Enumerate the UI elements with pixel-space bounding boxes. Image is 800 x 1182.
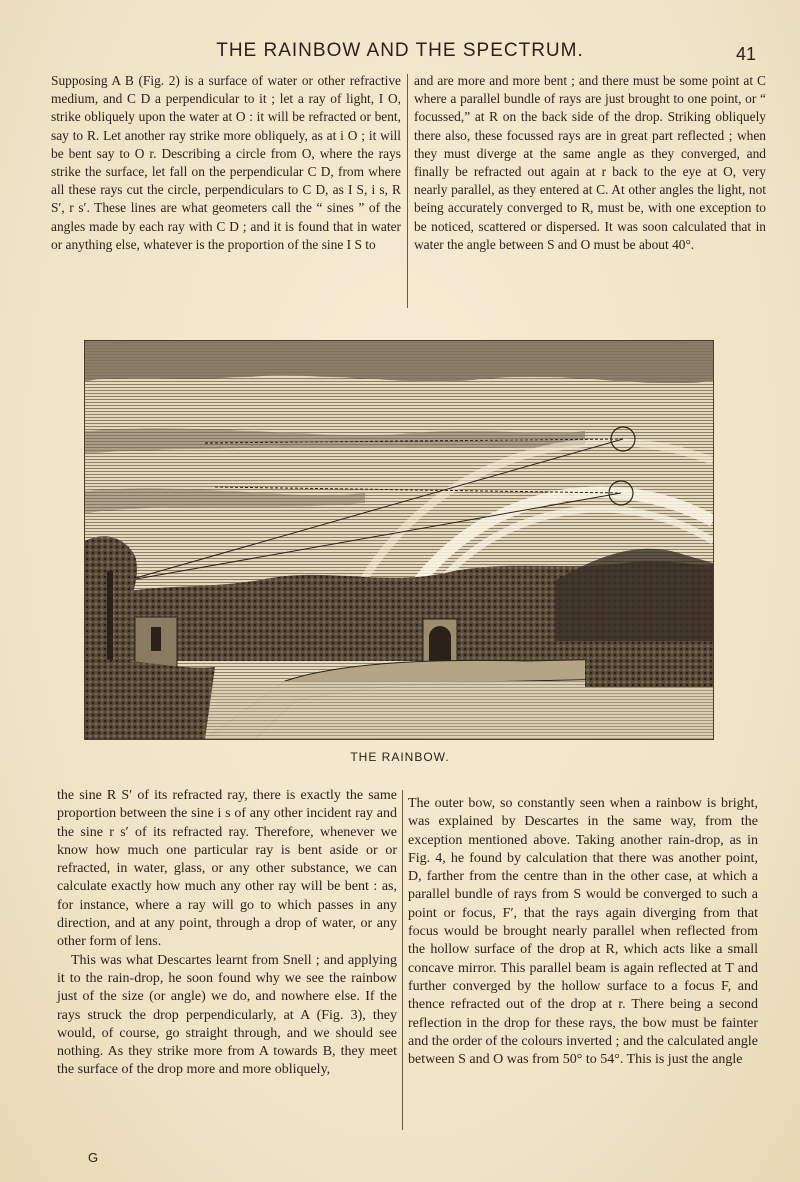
- column-rule: [402, 790, 403, 1130]
- foreground-bank: [85, 660, 215, 739]
- tree-trunk: [107, 571, 113, 661]
- running-title: THE RAINBOW AND THE SPECTRUM.: [216, 40, 584, 61]
- far-bank: [585, 653, 713, 687]
- figure-caption: THE RAINBOW.: [350, 750, 450, 764]
- bottom-right-column: [408, 795, 758, 1069]
- storm-cloud: [85, 341, 713, 383]
- top-right-column: [414, 72, 766, 254]
- paragraph: Supposing A B (Fig. 2) is a surface of water or other refractive medium, and C D a perpendicular to it ; let a ray of light, I O, strike obliquely upon the water at O : it will be refracted or bent, say to R. Let another ray strike more obliquely, as at i O ; it will be bent say to O r. Describing a circle from O, where the rays strike the surface, let fall on the perpendicular C D, from where all these rays cut the circle, perpendiculars to C D, as I S, i s, R S′, r s′. These lines are what geometers call the “ sines ” of the angles made by each ray with C D ; and it is found that in water or anything else, whatever is the proportion of the sine I S to: [51, 73, 401, 252]
- top-left-column: [51, 72, 401, 254]
- rainbow-engraving: [84, 340, 714, 740]
- paragraph: the sine R S′ of its refracted ray, there is exactly the same proportion between the sine i s of any other incident ray and the sine r s′ of its refracted ray. Therefore, whenever we know how much one particular ray is bent aside or or refracted, in water, glass, or any other substance, we can calculate exactly how much any other ray will be bent : as, for instance, where a ray will go to which passes in any direction, and at any point, through a drop of water, or any other form of lens.: [57, 788, 397, 950]
- column-rule: [407, 74, 408, 308]
- paragraph: and are more and more bent ; and there must be some point at C where a parallel bundle of rays are just brought to one point, or “ focussed,” at R on the back side of the drop. Striking obliquely there also, these focussed rays are in great part reflected ; when they must diverge at the same angle as they converged, and finally be refracted out again at r back to the eye at O, very nearly parallel, as they entered at C. At other angles the light, not being accurately converged to R, must be, with one exception to be noticed, scattered or dispersed. It was soon calculated that in water the angle between S and O must be about 40°.: [414, 73, 766, 252]
- paragraph: This was what Descartes learnt from Snell ; and applying it to the rain-drop, he soon found why we see the rainbow just of the size (or angle) we do, and nowhere else. If the rays struck the drop perpendicularly, at A (Fig. 3), they would, of course, go straight through, and we should see nothing. As they strike more from A towards B, they meet the surface of the drop more and more obliquely,: [57, 952, 397, 1078]
- paragraph: The outer bow, so constantly seen when a rainbow is bright, was explained by Descartes in the same way, from the exception mentioned above. Taking another rain-drop, as in Fig. 4, he found by calculation that there was another point, D, farther from the centre than in the other case, at which a parallel bundle of rays from S would be converged to such a point or focus, F′, that the rays again diverging from that focus would be brought nearly parallel when reflected from the hollow surface of the drop at R, which acts like a small concave mirror. This parallel beam is again reflected at T and further converged by the hollow surface to a focus F, and thence refracted out of the drop at r. There being a second reflection in the drop for these rays, the bow must be fainter and the order of the colours inverted ; and the calculated angle between S and O was from 50° to 54°. This is just the angle: [408, 796, 758, 1068]
- rainbow-illustration: [85, 341, 713, 739]
- bottom-left-column: [57, 787, 397, 1080]
- signature-mark: G: [88, 1150, 99, 1165]
- page-number: 41: [735, 44, 756, 64]
